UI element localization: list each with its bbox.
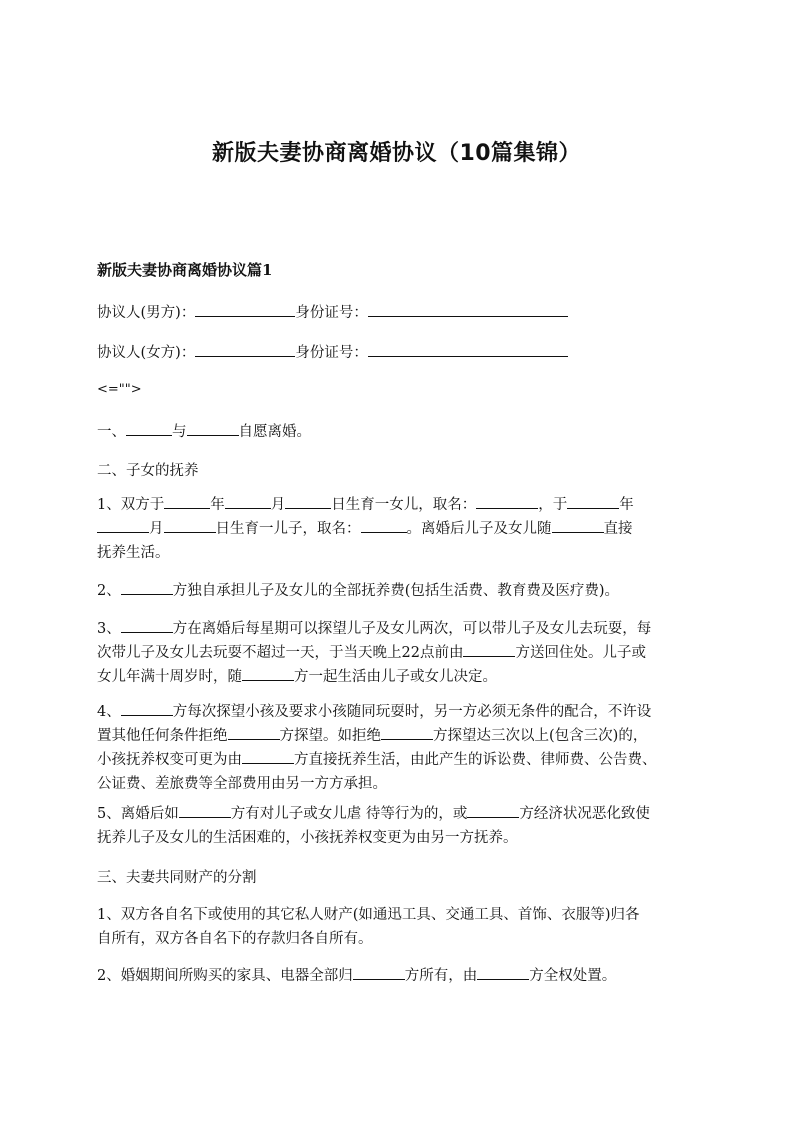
blank (567, 496, 619, 509)
stray-text: <=""> (97, 382, 142, 397)
blank (242, 751, 294, 764)
blank (353, 967, 405, 980)
party-female-label: 协议人(女方)： (97, 345, 196, 361)
blank (242, 668, 294, 681)
blank (477, 967, 529, 980)
heading-child-support: 二、子女的抚养 (97, 463, 199, 479)
paragraph-5: 5、离婚后如 方有对儿子或女儿虐 待等行为的，或 方经济状况恶化致使 抚养儿子及女儿的生活困难的，小孩抚养权变更为由另一方抚养。 (97, 806, 650, 846)
blank (476, 496, 538, 509)
blank (225, 496, 271, 509)
blank (97, 520, 149, 533)
paragraph-1: 1、双方于 年 月 日生育一女儿，取名： ，于 年 月 日生育一儿子，取名： 。离婚后儿子及女儿随 直接 抚养生活。 (97, 497, 634, 561)
blank (121, 703, 173, 716)
id-blank (368, 304, 568, 317)
paragraph-6: 1、双方各自名下或使用的其它私人财产(如通迅工具、交通工具、首饰、衣服等)归各 自所有，双方各自名下的存款归各自所有。 (97, 907, 640, 947)
blank (121, 620, 173, 633)
document-title: 新版夫妻协商离婚协议（10篇集锦） (211, 141, 582, 166)
party-male-label: 协议人(男方)： (97, 305, 196, 321)
blank (463, 644, 515, 657)
id-blank (368, 344, 568, 357)
blank (126, 423, 172, 436)
id-label: 身份证号： (295, 305, 368, 321)
blank (381, 727, 433, 740)
blank (164, 520, 216, 533)
blank (552, 520, 604, 533)
blank (467, 805, 519, 818)
name-blank (195, 304, 295, 317)
blank (187, 423, 239, 436)
party-female-line (97, 343, 568, 363)
id-label: 身份证号： (295, 345, 368, 361)
name-blank (195, 344, 295, 357)
blank (285, 496, 331, 509)
paragraph-7: 2、婚姻期间所购买的家具、电器全部归 方所有，由 方全权处置。 (97, 968, 617, 984)
party-male-line (97, 303, 568, 323)
item-1: 一、 与 自愿离婚。 (97, 424, 311, 440)
blank (164, 496, 210, 509)
blank (361, 520, 407, 533)
section-title: 新版夫妻协商离婚协议篇1 (97, 261, 273, 279)
paragraph-2: 2、 方独自承担儿子及女儿的全部抚养费(包括生活费、教育费及医疗费)。 (97, 583, 620, 599)
blank (228, 727, 280, 740)
paragraph-4: 4、 方每次探望小孩及要求小孩随同玩耍时，另一方必须无条件的配合，不许设 置其他任何条件拒绝 方探望。如拒绝 方探望达三次以上(包含三次)的， 小孩抚养权变可更为由 方直接抚养生活，由此产生的诉讼费、律师费、公告费、 公证费、差旅费等全部费用由另一方方承担。 (97, 704, 657, 792)
heading-property: 三、夫妻共同财产的分割 (97, 870, 257, 886)
paragraph-3: 3、 方在离婚后每星期可以探望儿子及女儿两次，可以带儿子及女儿去玩耍，每 次带儿子及女儿去玩耍不超过一天，于当天晚上22点前由 方送回住处。儿子或 女儿年满十周岁时，随 方一起生活由儿子或女儿决定。 (97, 621, 652, 685)
blank (179, 805, 231, 818)
blank (121, 582, 173, 595)
